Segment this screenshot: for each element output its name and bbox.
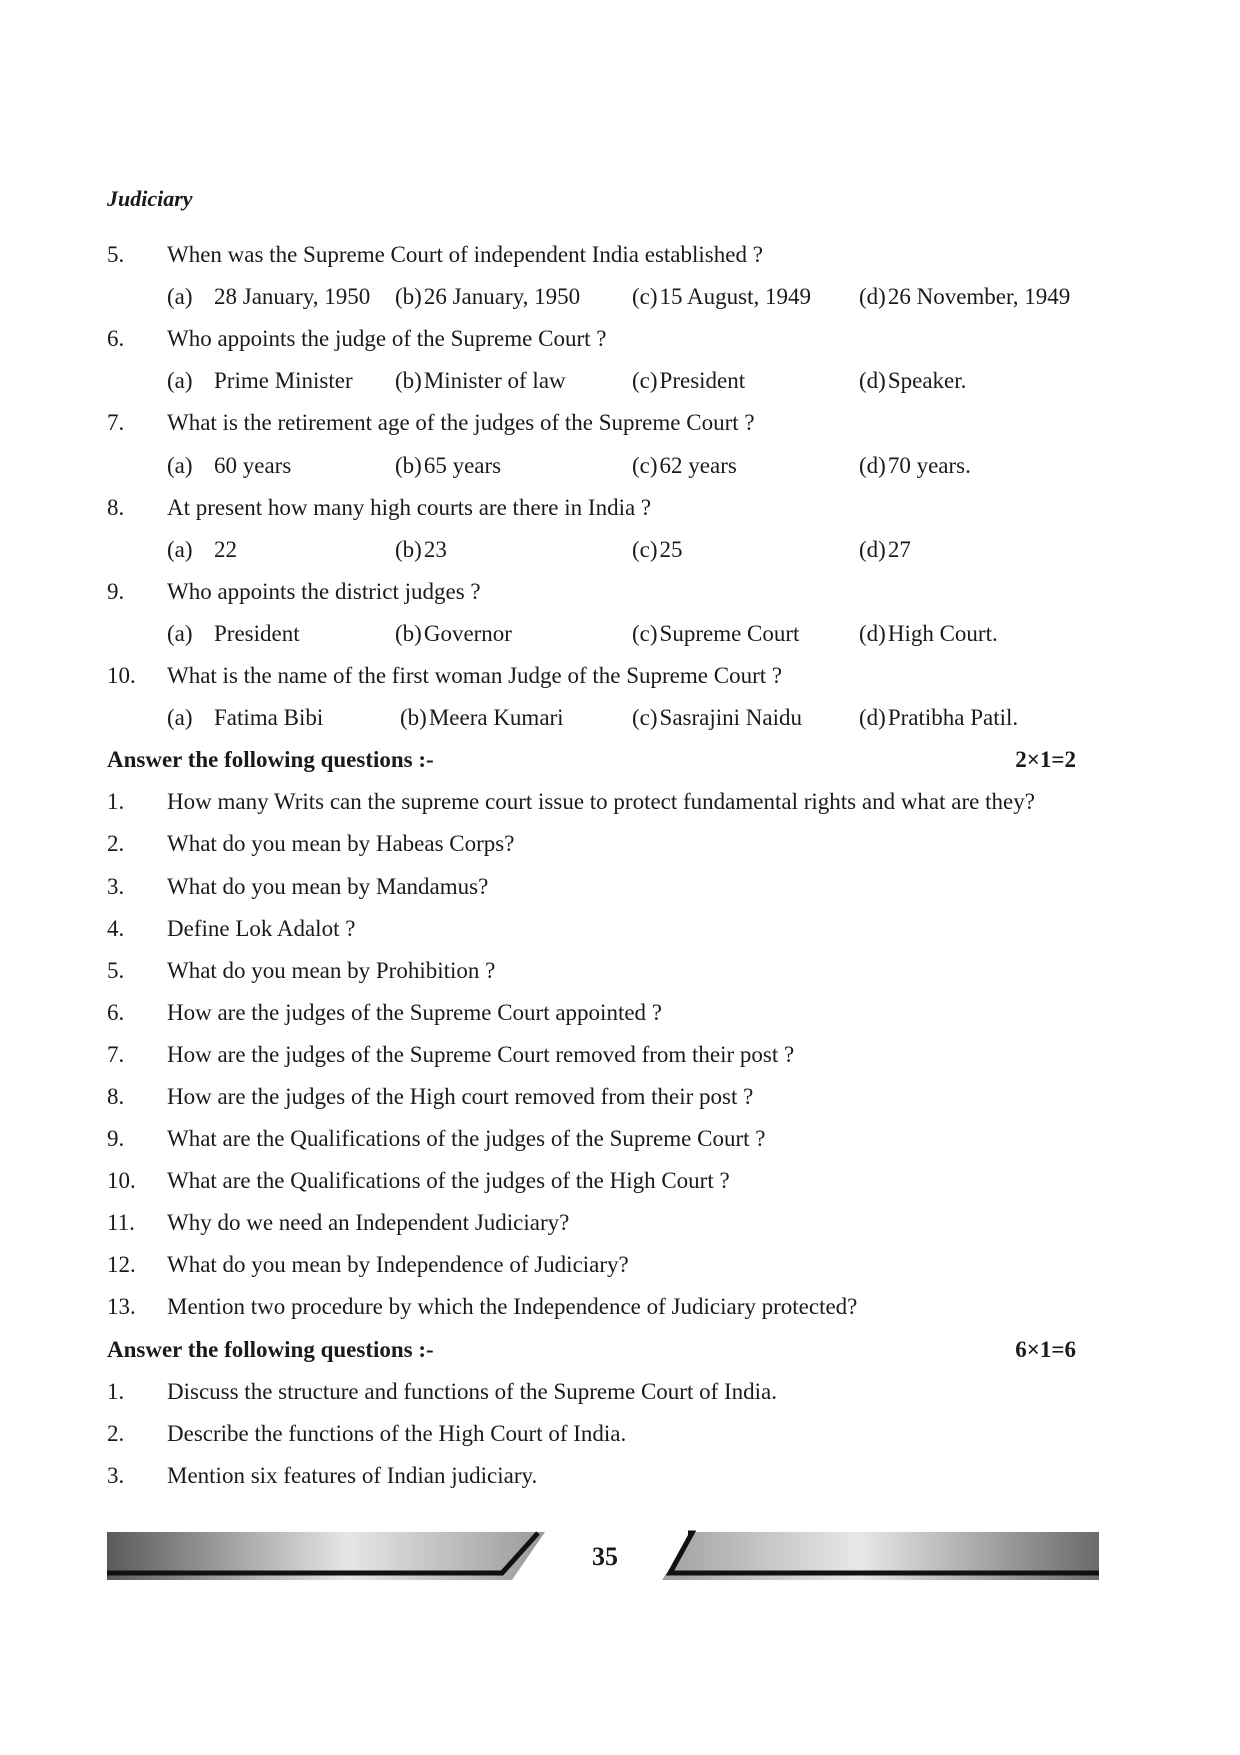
question-line (0, 914, 1240, 944)
question-line (0, 1419, 1240, 1449)
option-label: (a) (167, 368, 193, 393)
question-line (0, 872, 1240, 902)
option-b (395, 282, 580, 312)
mcq-options-line (0, 451, 1240, 481)
question-line (0, 1461, 1240, 1491)
question-text: How many Writs can the supreme court issue to protect fundamental rights and what are they? (167, 789, 1035, 814)
question-number: 2. (107, 1421, 125, 1446)
option-text: 62 years (659, 453, 737, 478)
option-text: President (659, 368, 746, 393)
option-c (632, 619, 799, 649)
question-text: What do you mean by Mandamus? (167, 874, 489, 899)
option-text: 65 years (423, 453, 502, 478)
question-number: 12. (107, 1252, 136, 1277)
question-number: 2. (107, 831, 125, 856)
question-line (0, 998, 1240, 1028)
question-number: 9. (107, 579, 125, 604)
question-text: Who appoints the judge of the Supreme Court ? (167, 326, 607, 351)
option-text: Meera Kumari (428, 705, 564, 730)
question-text: What are the Qualifications of the judges of the Supreme Court ? (167, 1126, 766, 1151)
option-b (395, 451, 501, 481)
option-d (859, 535, 911, 565)
option-a (167, 535, 237, 565)
option-text: Supreme Court (659, 621, 800, 646)
question-number: 7. (107, 410, 125, 435)
question-number: 13. (107, 1294, 136, 1319)
question-text: When was the Supreme Court of independent India established ? (167, 242, 763, 267)
option-d (859, 703, 1018, 733)
option-c (632, 703, 802, 733)
option-c (632, 535, 683, 565)
question-line (0, 1082, 1240, 1112)
option-text: 60 years (214, 453, 292, 478)
mcq-question-line (0, 324, 1240, 354)
option-d (859, 282, 1070, 312)
option-text: 26 November, 1949 (887, 284, 1071, 309)
mcq-options-line (0, 535, 1240, 565)
option-a (167, 366, 353, 396)
option-label: (d) (859, 453, 886, 478)
question-line (0, 787, 1240, 817)
question-number: 3. (107, 874, 125, 899)
option-text: 15 August, 1949 (659, 284, 811, 309)
option-a (167, 703, 323, 733)
question-number: 9. (107, 1126, 125, 1151)
option-a (167, 451, 291, 481)
option-d (859, 619, 998, 649)
question-text: What is the retirement age of the judges of the Supreme Court ? (167, 410, 755, 435)
option-label: (c) (632, 368, 658, 393)
option-label: (d) (859, 705, 886, 730)
question-number: 5. (107, 242, 125, 267)
option-label: (d) (859, 368, 886, 393)
option-label: (c) (632, 284, 658, 309)
option-b (395, 366, 566, 396)
option-text: Sasrajini Naidu (659, 705, 802, 730)
option-label: (c) (632, 537, 658, 562)
question-number: 8. (107, 1084, 125, 1109)
option-b (395, 535, 447, 565)
question-text: What is the name of the first woman Judge of the Supreme Court ? (167, 663, 783, 688)
option-text: 26 January, 1950 (423, 284, 581, 309)
option-text: Pratibha Patil. (887, 705, 1019, 730)
option-c (632, 451, 737, 481)
mcq-question-line (0, 661, 1240, 691)
option-label: (b) (395, 621, 422, 646)
mcq-options-line (0, 619, 1240, 649)
question-line (0, 1040, 1240, 1070)
option-d (859, 366, 966, 396)
question-text: How are the judges of the Supreme Court appointed ? (167, 1000, 663, 1025)
option-label: (a) (167, 453, 193, 478)
section-heading: Answer the following questions :- (107, 747, 434, 772)
question-text: Discuss the structure and functions of the Supreme Court of India. (167, 1379, 778, 1404)
option-text: Governor (423, 621, 512, 646)
option-label: (a) (167, 621, 193, 646)
option-text: 28 January, 1950 (214, 284, 371, 309)
section-heading: Answer the following questions :- (107, 1337, 434, 1362)
question-number: 4. (107, 916, 125, 941)
question-number: 7. (107, 1042, 125, 1067)
question-text: Describe the functions of the High Court of India. (167, 1421, 627, 1446)
option-label: (c) (632, 621, 658, 646)
option-text: Prime Minister (214, 368, 353, 393)
question-line (0, 1250, 1240, 1280)
question-line (0, 1377, 1240, 1407)
option-label: (a) (167, 705, 193, 730)
question-line (0, 956, 1240, 986)
option-label: (c) (632, 453, 658, 478)
option-text: 25 (659, 537, 683, 562)
question-number: 1. (107, 789, 125, 814)
question-number: 8. (107, 495, 125, 520)
question-line (0, 1124, 1240, 1154)
option-label: (b) (395, 284, 422, 309)
option-label: (d) (859, 621, 886, 646)
question-number: 1. (107, 1379, 125, 1404)
option-label: (b) (395, 368, 422, 393)
option-text: 23 (423, 537, 447, 562)
option-text: Minister of law (423, 368, 566, 393)
mcq-question-line (0, 408, 1240, 438)
option-text: High Court. (887, 621, 998, 646)
option-text: 70 years. (887, 453, 971, 478)
question-number: 6. (107, 326, 125, 351)
option-c (632, 366, 745, 396)
option-label: (b) (400, 705, 427, 730)
question-text: Mention two procedure by which the Independence of Judiciary protected? (167, 1294, 858, 1319)
question-number: 3. (107, 1463, 125, 1488)
mcq-options-line (0, 703, 1240, 733)
question-text: How are the judges of the Supreme Court removed from their post ? (167, 1042, 795, 1067)
question-line (0, 829, 1240, 859)
section-marks: 2×1=2 (1015, 747, 1076, 772)
question-line (0, 1166, 1240, 1196)
mcq-question-line (0, 577, 1240, 607)
question-line (0, 1292, 1240, 1322)
option-label: (b) (395, 453, 422, 478)
option-label: (a) (167, 537, 193, 562)
option-text: 22 (214, 537, 237, 562)
section-marks: 6×1=6 (1015, 1337, 1076, 1362)
question-number: 6. (107, 1000, 125, 1025)
option-b (400, 703, 564, 733)
chapter-title: Judiciary (107, 186, 193, 211)
question-text: How are the judges of the High court removed from their post ? (167, 1084, 754, 1109)
option-text: 27 (887, 537, 911, 562)
question-text: What do you mean by Independence of Judiciary? (167, 1252, 629, 1277)
question-number: 10. (107, 1168, 136, 1193)
question-number: 11. (107, 1210, 135, 1235)
option-d (859, 451, 971, 481)
question-text: Why do we need an Independent Judiciary? (167, 1210, 570, 1235)
option-label: (a) (167, 284, 193, 309)
option-label: (d) (859, 284, 886, 309)
question-text: Define Lok Adalot ? (167, 916, 356, 941)
question-text: What are the Qualifications of the judges of the High Court ? (167, 1168, 730, 1193)
mcq-options-line (0, 366, 1240, 396)
option-label: (c) (632, 705, 658, 730)
question-text: At present how many high courts are there in India ? (167, 495, 652, 520)
option-label: (d) (859, 537, 886, 562)
question-text: What do you mean by Prohibition ? (167, 958, 496, 983)
mcq-question-line (0, 493, 1240, 523)
mcq-question-line (0, 240, 1240, 270)
question-number: 5. (107, 958, 125, 983)
question-text: What do you mean by Habeas Corps? (167, 831, 515, 856)
question-text: Who appoints the district judges ? (167, 579, 481, 604)
question-number: 10. (107, 663, 136, 688)
option-text: Speaker. (887, 368, 967, 393)
option-text: President (214, 621, 300, 646)
option-a (167, 282, 370, 312)
page-number: 35 (592, 1542, 618, 1571)
question-line (0, 1208, 1240, 1238)
option-c (632, 282, 811, 312)
mcq-options-line (0, 282, 1240, 312)
question-text: Mention six features of Indian judiciary. (167, 1463, 538, 1488)
option-b (395, 619, 512, 649)
option-text: Fatima Bibi (214, 705, 324, 730)
option-label: (b) (395, 537, 422, 562)
option-a (167, 619, 300, 649)
